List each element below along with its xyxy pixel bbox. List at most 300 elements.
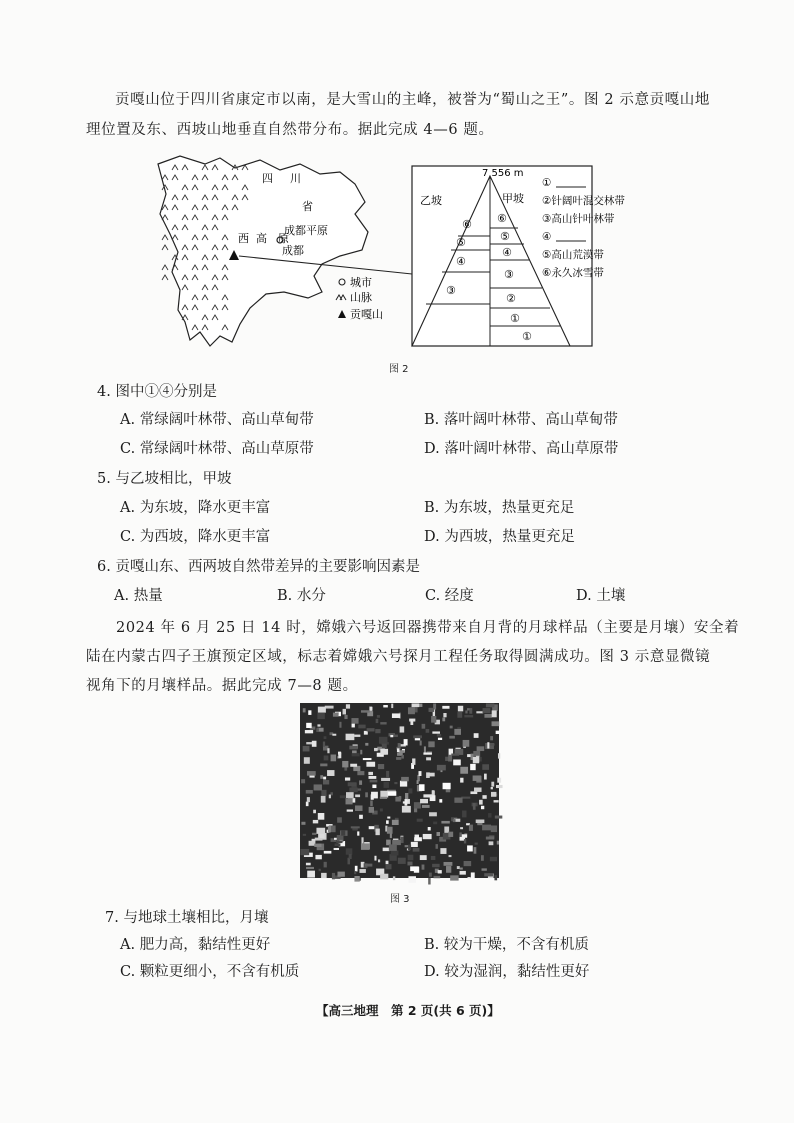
- soil-grain: [342, 761, 348, 767]
- soil-grain: [312, 833, 316, 835]
- soil-grain: [464, 839, 466, 843]
- soil-grain: [426, 757, 431, 760]
- soil-grain: [335, 843, 341, 846]
- soil-grain: [459, 832, 461, 836]
- soil-grain: [498, 753, 500, 758]
- zone-legend-3: ③高山针叶林带: [542, 213, 615, 225]
- soil-grain: [329, 795, 331, 799]
- soil-grain: [386, 771, 389, 777]
- soil-grain: [401, 836, 404, 843]
- soil-grain: [491, 782, 494, 787]
- soil-grain: [317, 724, 320, 726]
- soil-grain: [433, 822, 437, 825]
- soil-grain: [352, 753, 360, 756]
- soil-grain: [487, 742, 489, 748]
- soil-grain: [438, 870, 442, 873]
- soil-grain: [424, 746, 426, 753]
- soil-grain: [318, 813, 325, 820]
- zone-e2: ②: [506, 292, 516, 305]
- soil-grain: [316, 728, 319, 732]
- mountain-symbol: [162, 235, 168, 240]
- soil-grain: [359, 869, 365, 873]
- soil-grain: [491, 825, 497, 832]
- soil-grain: [346, 798, 353, 804]
- soil-grain: [367, 728, 375, 731]
- soil-grain: [315, 855, 321, 859]
- soil-grain: [332, 734, 336, 736]
- soil-grain: [444, 862, 453, 866]
- soil-grain: [448, 755, 452, 762]
- q7-option-c: C. 颗粒更细小，不含有机质: [120, 964, 300, 980]
- soil-grain: [404, 739, 408, 745]
- soil-grain: [307, 797, 310, 802]
- soil-grain: [467, 708, 470, 710]
- soil-grain: [307, 771, 316, 776]
- soil-grain: [419, 784, 424, 791]
- soil-grain: [453, 759, 461, 765]
- soil-grain: [408, 855, 414, 861]
- soil-grain: [432, 864, 440, 867]
- soil-grain: [384, 782, 389, 788]
- soil-grain: [394, 782, 397, 784]
- soil-grain: [361, 837, 363, 843]
- soil-grain: [473, 775, 481, 780]
- soil-grain: [495, 816, 502, 819]
- soil-grain: [366, 762, 375, 767]
- soil-grain: [474, 788, 482, 792]
- soil-grain: [386, 840, 391, 846]
- soil-grain: [486, 703, 495, 707]
- soil-grain: [355, 795, 360, 798]
- soil-grain: [304, 757, 310, 764]
- soil-grain: [327, 748, 329, 753]
- soil-grain: [422, 724, 426, 729]
- soil-grain: [321, 790, 326, 796]
- soil-grain: [360, 750, 362, 755]
- soil-grain: [328, 826, 331, 833]
- soil-grain: [306, 790, 313, 794]
- soil-grain: [374, 856, 376, 861]
- soil-grain: [306, 802, 309, 806]
- zone-w4: ④: [456, 255, 466, 268]
- soil-grain: [324, 851, 332, 854]
- soil-grain: [348, 782, 357, 786]
- zone-legend-4: ④: [542, 231, 552, 243]
- soil-grain: [491, 787, 493, 789]
- soil-grain: [372, 785, 376, 788]
- soil-grain: [361, 843, 370, 850]
- soil-grain: [411, 842, 418, 847]
- soil-grain: [337, 817, 342, 822]
- soil-grain: [354, 735, 360, 737]
- soil-grain: [358, 725, 365, 729]
- soil-grain: [351, 718, 358, 724]
- soil-grain: [375, 729, 380, 733]
- soil-grain: [392, 840, 401, 845]
- soil-grain: [380, 722, 386, 724]
- soil-grain: [441, 821, 449, 824]
- soil-grain: [431, 856, 435, 860]
- soil-grain: [484, 774, 487, 780]
- soil-grain: [482, 825, 491, 831]
- soil-grain: [383, 705, 388, 707]
- soil-grain: [431, 716, 436, 723]
- soil-grain: [490, 857, 497, 861]
- soil-grain: [331, 755, 337, 762]
- soil-grain: [317, 713, 324, 719]
- legend-city-icon: [339, 279, 345, 285]
- soil-grain: [318, 707, 326, 713]
- soil-grain: [438, 738, 442, 740]
- q6-stem: 6. 贡嘎山东、西两坡自然带差异的主要影响因素是: [97, 559, 420, 575]
- figure-3-caption: 图 3: [390, 894, 410, 905]
- soil-grain: [365, 792, 368, 797]
- soil-grain: [354, 871, 356, 874]
- soil-grain: [368, 772, 373, 775]
- soil-grain: [380, 874, 388, 880]
- soil-grain: [357, 771, 364, 775]
- soil-grain: [334, 838, 337, 840]
- soil-grain: [422, 865, 425, 870]
- soil-grain: [458, 706, 463, 712]
- legend-mountain-label: 山脉: [350, 291, 372, 304]
- soil-grain: [482, 868, 487, 870]
- soil-grain: [343, 709, 346, 715]
- q4-option-c: C. 常绿阔叶林带、高山草原带: [120, 441, 314, 457]
- q5-option-d: D. 为西坡，热量更充足: [424, 529, 575, 545]
- map-label-gao: 高: [256, 232, 267, 245]
- soil-grain: [437, 765, 446, 771]
- zone-w5: ⑤: [456, 236, 466, 249]
- soil-grain: [375, 829, 379, 836]
- soil-grain: [475, 843, 478, 845]
- soil-grain: [465, 710, 467, 713]
- soil-grain: [387, 817, 390, 819]
- soil-grain: [432, 731, 440, 733]
- soil-grain: [357, 831, 359, 835]
- q7-option-d: D. 较为湿润，黏结性更好: [424, 964, 590, 980]
- soil-grain: [388, 791, 397, 796]
- soil-grain: [351, 826, 360, 828]
- soil-grain: [428, 827, 431, 830]
- q4-stem: 4. 图中①④分别是: [97, 384, 217, 400]
- soil-grain: [354, 876, 359, 882]
- soil-grain: [383, 848, 390, 852]
- soil-grain: [321, 796, 326, 803]
- soil-grain: [347, 809, 353, 811]
- soil-grain: [429, 708, 435, 712]
- soil-grain: [401, 777, 409, 781]
- soil-grain: [473, 803, 476, 810]
- soil-grain: [400, 781, 407, 787]
- soil-grain: [442, 706, 449, 709]
- soil-grain: [371, 792, 378, 799]
- soil-grain: [446, 789, 450, 792]
- soil-grain: [370, 800, 373, 806]
- map-label-si: 四: [262, 172, 273, 185]
- soil-grain: [453, 819, 456, 822]
- soil-grain: [484, 714, 492, 718]
- zone-legend-6: ⑥永久冰雪带: [542, 267, 604, 279]
- soil-grain: [389, 844, 397, 850]
- soil-grain: [359, 815, 363, 819]
- soil-grain: [381, 778, 390, 781]
- intro-paragraph-1-cont: [86, 116, 746, 144]
- soil-grain: [427, 773, 434, 777]
- soil-grain: [323, 780, 329, 784]
- soil-grain: [496, 785, 503, 788]
- soil-grain: [334, 848, 339, 850]
- soil-grain: [434, 876, 441, 878]
- soil-grain: [380, 797, 387, 799]
- soil-grain: [339, 722, 341, 728]
- soil-grain: [380, 749, 388, 755]
- soil-grain: [403, 801, 405, 803]
- soil-grain: [439, 799, 442, 802]
- soil-grain: [412, 703, 420, 707]
- soil-grain: [436, 844, 438, 849]
- soil-grain: [428, 878, 430, 885]
- soil-grain: [321, 873, 327, 878]
- soil-grain: [443, 713, 446, 717]
- soil-grain: [471, 872, 475, 878]
- soil-grain: [410, 866, 418, 871]
- soil-grain: [393, 876, 395, 880]
- soil-grain: [355, 866, 358, 872]
- q6-option-c: C. 经度: [425, 588, 474, 604]
- soil-grain: [494, 875, 497, 880]
- soil-grain: [349, 854, 352, 859]
- soil-grain: [477, 746, 485, 751]
- soil-grain: [365, 864, 372, 867]
- zone-e4: ④: [502, 246, 512, 259]
- soil-grain: [497, 778, 501, 783]
- soil-grain: [313, 820, 318, 823]
- soil-grain: [345, 777, 350, 780]
- soil-grain: [307, 871, 315, 878]
- soil-grain: [320, 775, 323, 779]
- east-slope-label: 甲坡: [502, 192, 524, 205]
- soil-grain: [301, 779, 305, 783]
- soil-grain: [482, 764, 489, 770]
- page-footer: 【高三地理 第 2 页(共 6 页)】: [316, 1003, 500, 1018]
- map-label-sheng: 省: [302, 200, 313, 213]
- soil-grain: [410, 719, 413, 725]
- soil-grain: [407, 799, 410, 804]
- soil-grain: [303, 746, 310, 752]
- soil-grain: [491, 792, 496, 797]
- soil-grain: [470, 764, 476, 770]
- soil-grain: [340, 795, 347, 798]
- legend-city-label: 城市: [350, 276, 372, 289]
- soil-grain: [474, 733, 479, 738]
- soil-grain: [407, 862, 412, 866]
- zone-e1: ①: [510, 312, 520, 325]
- q5-option-b: B. 为东坡，热量更充足: [424, 500, 575, 516]
- soil-grain: [429, 873, 432, 877]
- q6-option-a: A. 热量: [114, 588, 163, 604]
- soil-grain: [368, 776, 376, 779]
- soil-grain: [398, 858, 406, 864]
- soil-grain: [386, 820, 389, 824]
- soil-grain: [464, 861, 472, 866]
- soil-grain: [346, 704, 350, 708]
- soil-grain: [494, 800, 499, 802]
- soil-grain: [426, 729, 430, 733]
- soil-grain: [481, 806, 484, 809]
- soil-grain: [423, 834, 432, 839]
- soil-grain: [450, 726, 453, 729]
- soil-grain: [325, 706, 334, 709]
- soil-grain: [443, 783, 451, 789]
- soil-grain: [414, 837, 422, 841]
- soil-grain: [380, 808, 383, 811]
- soil-grain: [420, 741, 422, 746]
- soil-grain: [346, 792, 354, 798]
- soil-grain: [463, 740, 470, 747]
- soil-grain: [306, 867, 314, 869]
- soil-grain: [401, 755, 403, 759]
- soil-grain: [488, 813, 491, 818]
- soil-grain: [378, 764, 384, 769]
- zone-legend-2: ②针阔叶混交林带: [542, 195, 625, 207]
- soil-grain: [341, 830, 345, 836]
- soil-grain: [396, 757, 401, 760]
- soil-grain: [412, 758, 415, 764]
- soil-grain: [336, 841, 342, 843]
- soil-grain: [380, 791, 388, 798]
- soil-grain: [469, 708, 472, 714]
- soil-grain: [397, 748, 400, 752]
- soil-grain: [344, 715, 347, 719]
- soil-grain: [446, 866, 451, 873]
- soil-grain: [483, 708, 491, 713]
- soil-grain: [365, 743, 368, 746]
- soil-grain: [418, 771, 421, 776]
- soil-grain: [323, 777, 326, 780]
- soil-grain: [454, 729, 461, 735]
- legend-mountain-icon: [336, 295, 346, 300]
- soil-grain: [479, 800, 483, 805]
- soil-grain: [363, 758, 372, 760]
- soil-grain: [413, 735, 422, 738]
- soil-grain: [312, 839, 316, 841]
- soil-grain: [432, 791, 435, 795]
- soil-grain: [333, 713, 339, 717]
- soil-grain: [361, 710, 370, 712]
- soil-grain: [460, 778, 463, 783]
- figure-3-micrograph: [300, 703, 499, 878]
- soil-grain: [408, 707, 415, 714]
- soil-grain: [379, 737, 388, 744]
- soil-grain: [413, 848, 420, 852]
- soil-grain: [461, 797, 470, 799]
- soil-grain: [473, 757, 479, 763]
- q6-option-b: B. 水分: [277, 588, 326, 604]
- q5-option-c: C. 为西坡，降水更丰富: [120, 529, 271, 545]
- map-label-chengdu-plain: 成都平原: [284, 224, 328, 237]
- q7-stem: 7. 与地球土壤相比，月壤: [105, 910, 269, 926]
- peak-height: 7 556 m: [482, 168, 524, 179]
- soil-grain: [474, 847, 477, 854]
- q6-option-d: D. 土壤: [576, 588, 626, 604]
- q4-option-b: B. 落叶阔叶林带、高山草甸带: [424, 412, 618, 428]
- soil-grain: [449, 855, 452, 857]
- q4-option-a: A. 常绿阔叶林带、高山草甸带: [120, 412, 314, 428]
- soil-grain: [324, 755, 329, 760]
- soil-grain: [492, 710, 497, 717]
- soil-grain: [437, 734, 441, 737]
- west-slope-label: 乙坡: [420, 194, 442, 207]
- intro-paragraph-2-line3: 视角下的月壤样品。据此完成 7—8 题。: [86, 678, 358, 694]
- legend-peak-label: 贡嘎山: [350, 308, 383, 321]
- soil-grain: [408, 876, 416, 883]
- soil-grain: [306, 863, 311, 866]
- soil-grain: [349, 788, 357, 793]
- soil-grain: [319, 833, 324, 838]
- soil-grain: [324, 862, 327, 868]
- soil-grain: [417, 780, 419, 784]
- soil-grain: [303, 708, 306, 712]
- soil-grain: [423, 752, 431, 754]
- soil-grain: [376, 719, 379, 723]
- soil-grain: [423, 794, 432, 797]
- soil-grain: [391, 850, 399, 855]
- zone-legend-1: ①: [542, 177, 552, 189]
- soil-grain: [395, 797, 400, 802]
- soil-grain: [489, 743, 495, 745]
- soil-grain: [457, 866, 460, 869]
- soil-grain: [392, 713, 400, 718]
- soil-grain: [420, 855, 427, 860]
- soil-grain: [392, 820, 399, 825]
- soil-grain: [481, 855, 484, 861]
- zone-e5: ⑤: [500, 230, 510, 243]
- soil-grain: [332, 873, 335, 879]
- soil-grain: [482, 795, 486, 799]
- soil-grain: [486, 837, 494, 840]
- soil-grain: [314, 784, 322, 790]
- soil-grain: [440, 848, 446, 854]
- soil-grain: [476, 820, 485, 824]
- soil-grain: [489, 841, 494, 845]
- map-label-chengdu: 成都: [282, 244, 304, 257]
- soil-grain: [314, 844, 321, 847]
- soil-grain: [405, 793, 408, 799]
- soil-grain: [359, 780, 362, 784]
- soil-grain: [460, 868, 463, 870]
- soil-grain: [370, 707, 373, 711]
- soil-grain: [350, 764, 357, 767]
- soil-grain: [450, 875, 458, 880]
- soil-grain: [454, 798, 462, 803]
- soil-grain: [496, 731, 500, 734]
- map-label-yuan: 原: [278, 232, 289, 245]
- soil-grain: [316, 828, 325, 834]
- soil-grain: [492, 721, 500, 726]
- soil-grain: [390, 735, 393, 737]
- map-label-chuan: 川: [290, 172, 301, 185]
- soil-grain: [320, 764, 327, 767]
- intro-line: 理位置及东、西坡山地垂直自然带分布。据此完成 4—6 题。: [86, 122, 494, 138]
- soil-grain: [460, 827, 463, 829]
- soil-grain: [457, 712, 462, 718]
- soil-grain: [402, 806, 411, 813]
- soil-grain: [417, 819, 423, 822]
- mountain-symbol: [162, 265, 168, 270]
- q4-option-d: D. 落叶阔叶林带、高山草原带: [424, 441, 619, 457]
- soil-grain: [497, 841, 499, 845]
